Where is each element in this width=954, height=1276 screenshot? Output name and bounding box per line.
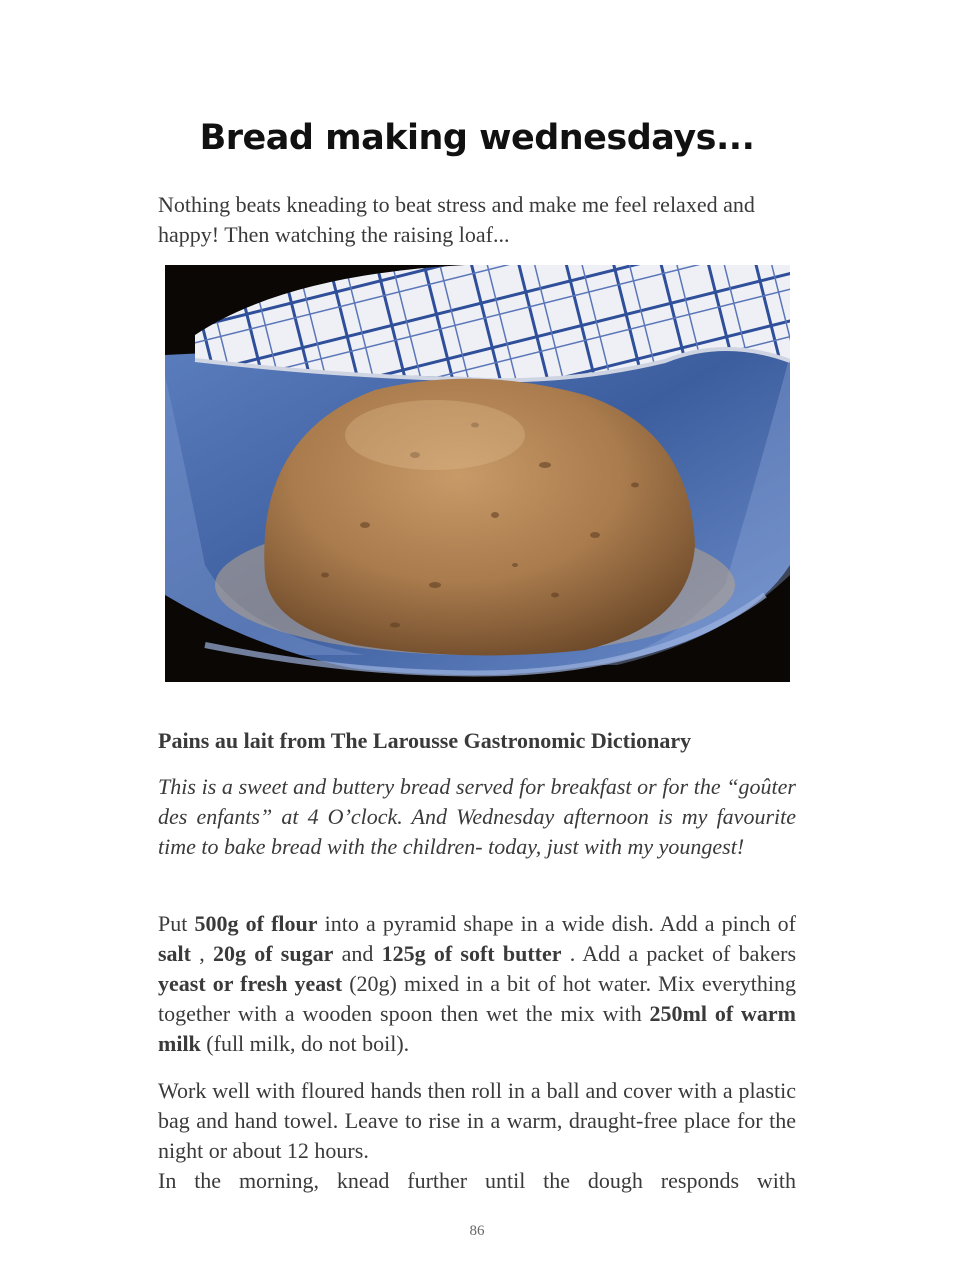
bread-photo [165, 265, 790, 682]
ingredients-paragraph [158, 909, 796, 1059]
sugar-quantity: 20g of sugar [212, 941, 334, 966]
method-continued-text: In the morning, knead further until the dough responds with [158, 1168, 796, 1193]
ingredients-text: into a pyramid shape in a wide dish. Add a pinch of [317, 911, 796, 936]
method-text: Work well with floured hands then roll in a ball and cover with a plastic bag and hand towel. Leave to rise in a warm, draught-free place for the night or about 12 hours. [158, 1078, 796, 1163]
recipe-title: Pains au lait from The Larousse Gastronomic Dictionary [158, 728, 692, 753]
bread-photo-illustration [165, 265, 790, 682]
ingredients-text: Put [158, 911, 195, 936]
milk-quantity: 250ml of warm milk [158, 1001, 796, 1056]
yeast-ingredient: yeast or fresh yeast [158, 971, 343, 996]
salt-ingredient: salt [158, 941, 191, 966]
page-number: 86 [469, 1223, 485, 1239]
ingredients-text: , [191, 941, 213, 966]
ingredients-text: (20g) mixed in a bit of hot water. Mix everything together with a wooden spoon then wet the mix with [158, 971, 796, 1026]
ingredients-text: . Add a packet of bakers [561, 941, 797, 966]
ingredients-text: (full milk, do not boil). [200, 1031, 410, 1056]
ingredients-text: and [333, 941, 382, 966]
butter-quantity: 125g of soft butter [381, 941, 562, 966]
method-paragraph [158, 1076, 796, 1196]
page-title: Bread making wednesdays... [199, 118, 755, 158]
intro-paragraph: Nothing beats kneading to beat stress and make me feel relaxed and happy! Then watching the raising loaf... [158, 192, 755, 247]
flour-quantity: 500g of flour [194, 911, 318, 936]
recipe-lead-paragraph: This is a sweet and buttery bread served for breakfast or for the “goûter des enfants” at 4 O’clock. And Wednesday afternoon is my favourite time to bake bread with the children- today, just with my youngest! [158, 774, 796, 859]
